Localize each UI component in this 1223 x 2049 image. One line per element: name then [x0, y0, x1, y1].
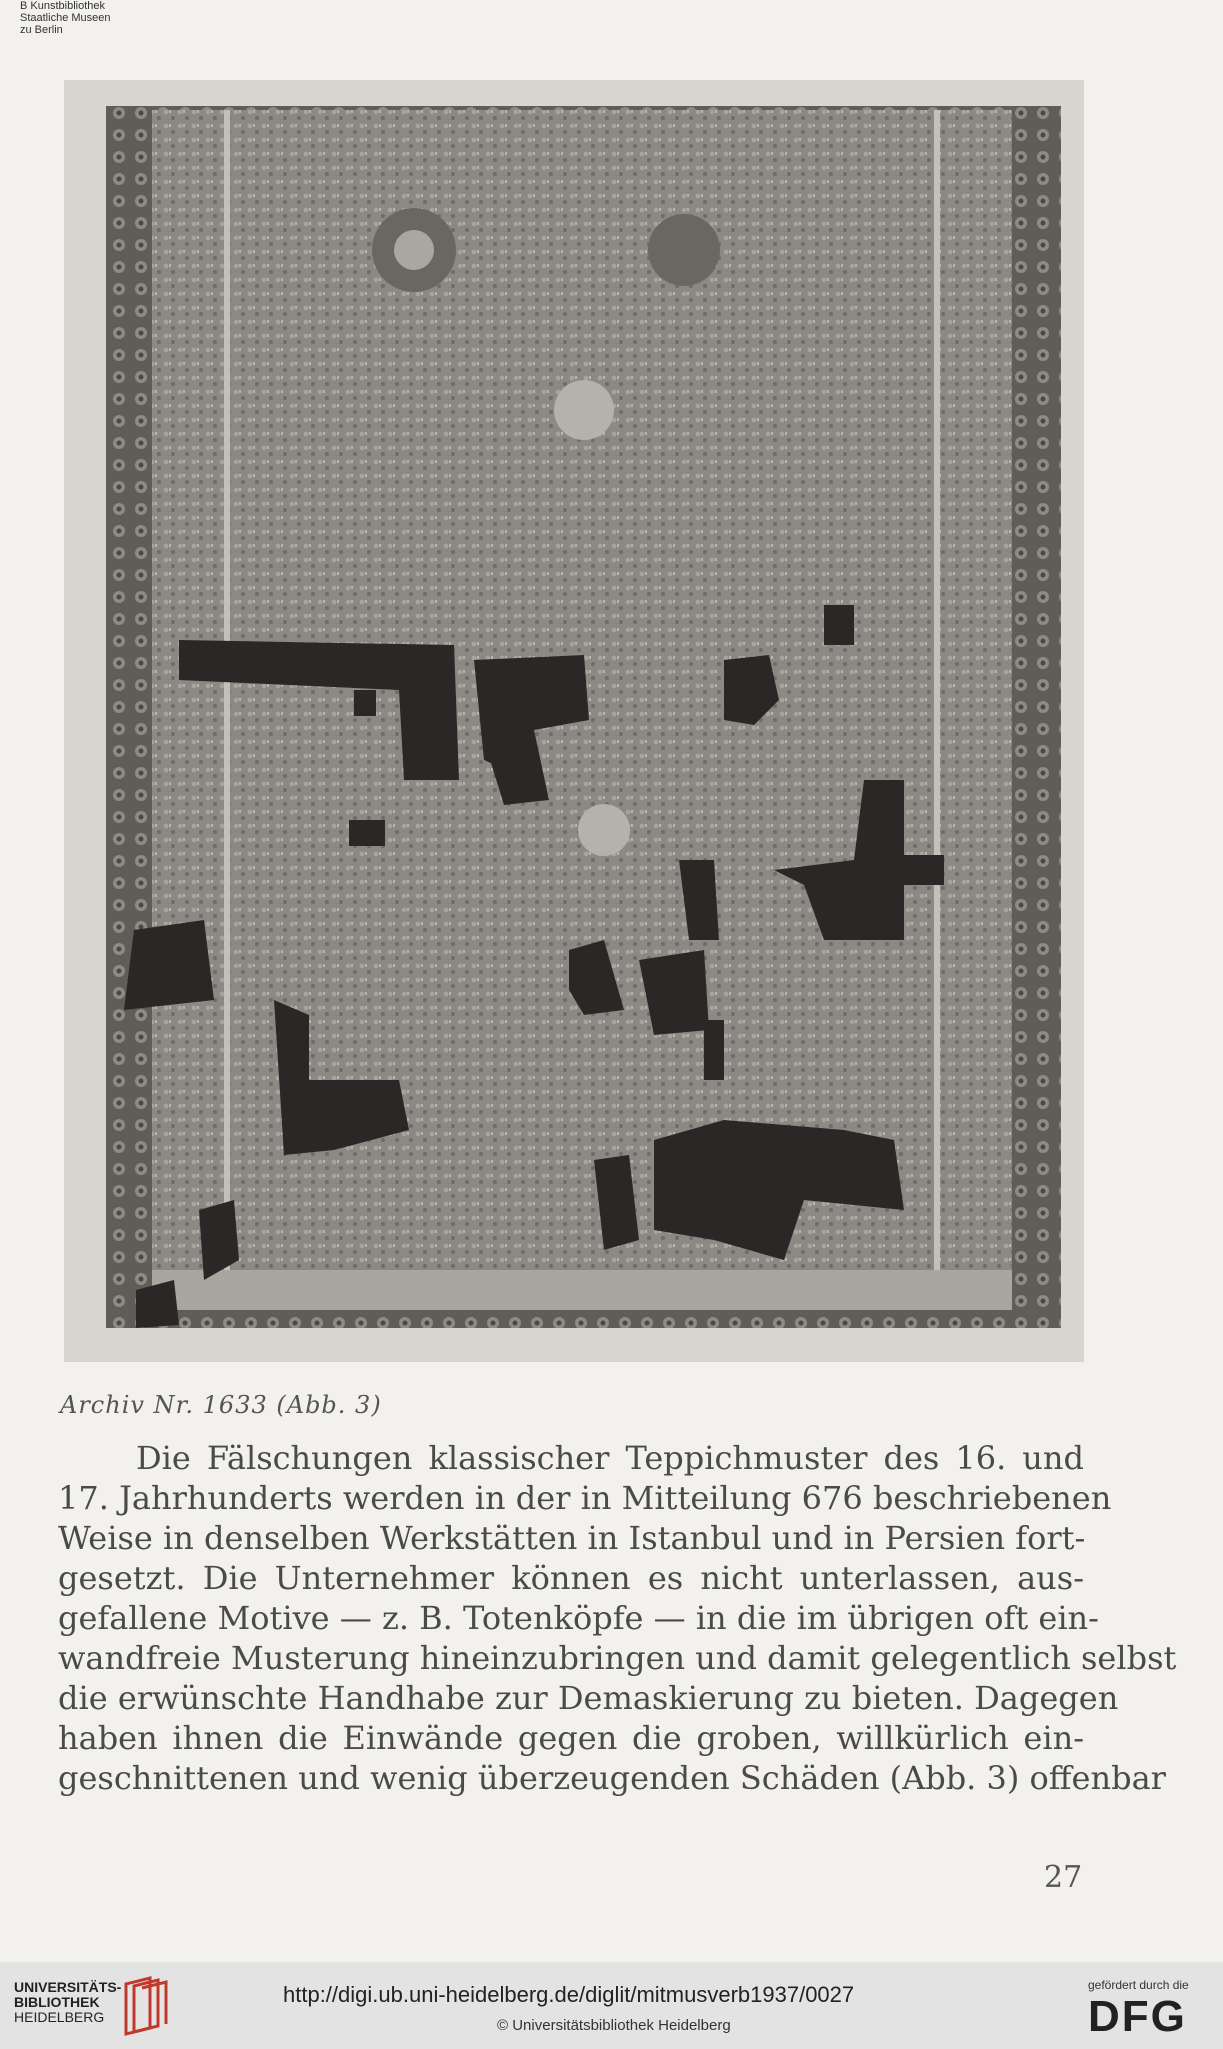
funding-label: gefördert durch die: [1088, 1978, 1189, 1992]
body-line: 17. Jahrhunderts werden in der in Mitteilung 676 beschriebenen: [58, 1479, 1112, 1517]
body-line: gesetzt. Die Unternehmer können es nicht unterlassen, aus-: [58, 1559, 1084, 1597]
body-paragraph: [58, 1438, 1177, 1798]
library-logo-line-1: UNIVERSITÄTS-: [14, 1979, 122, 1995]
carpet-photograph: [64, 80, 1084, 1362]
library-mark-icon: [120, 1976, 170, 2041]
footer-bar: [0, 1962, 1223, 2049]
body-line: die erwünschte Handhabe zur Demaskierung zu bieten. Dagegen: [58, 1679, 1119, 1717]
library-stamp: [20, 0, 111, 36]
figure-caption: Archiv Nr. 1633 (Abb. 3): [60, 1391, 382, 1419]
body-line: Weise in denselben Werkstätten in Istanbul und in Persien fort-: [58, 1519, 1086, 1557]
body-line: haben ihnen die Einwände gegen die groben, willkürlich ein-: [58, 1719, 1084, 1757]
body-line: wandfreie Musterung hineinzubringen und damit gelegentlich selbst: [58, 1639, 1177, 1677]
body-line: gefallene Motive — z. B. Totenköpfe — in die im übrigen oft ein-: [58, 1599, 1099, 1637]
stamp-line-1: B Kunstbibliothek: [20, 0, 105, 12]
dfg-logo: DFG: [1088, 1992, 1187, 2041]
library-logo-line-3: HEIDELBERG: [14, 2009, 105, 2025]
permalink-url[interactable]: http://digi.ub.uni-heidelberg.de/diglit/mitmusverb1937/0027: [283, 1982, 855, 2007]
copyright-notice: © Universitätsbibliothek Heidelberg: [497, 2017, 731, 2034]
page-number: 27: [1044, 1860, 1083, 1895]
library-logo-line-2: BIBLIOTHEK: [14, 1994, 100, 2010]
library-logo: [14, 1980, 121, 2025]
body-line: geschnittenen und wenig überzeugenden Schäden (Abb. 3) offenbar: [58, 1759, 1166, 1797]
body-line: Die Fälschungen klassischer Teppichmuster des 16. und: [136, 1439, 1084, 1477]
stamp-line-2: Staatliche Museen: [20, 12, 111, 24]
stamp-line-3: zu Berlin: [20, 24, 63, 36]
